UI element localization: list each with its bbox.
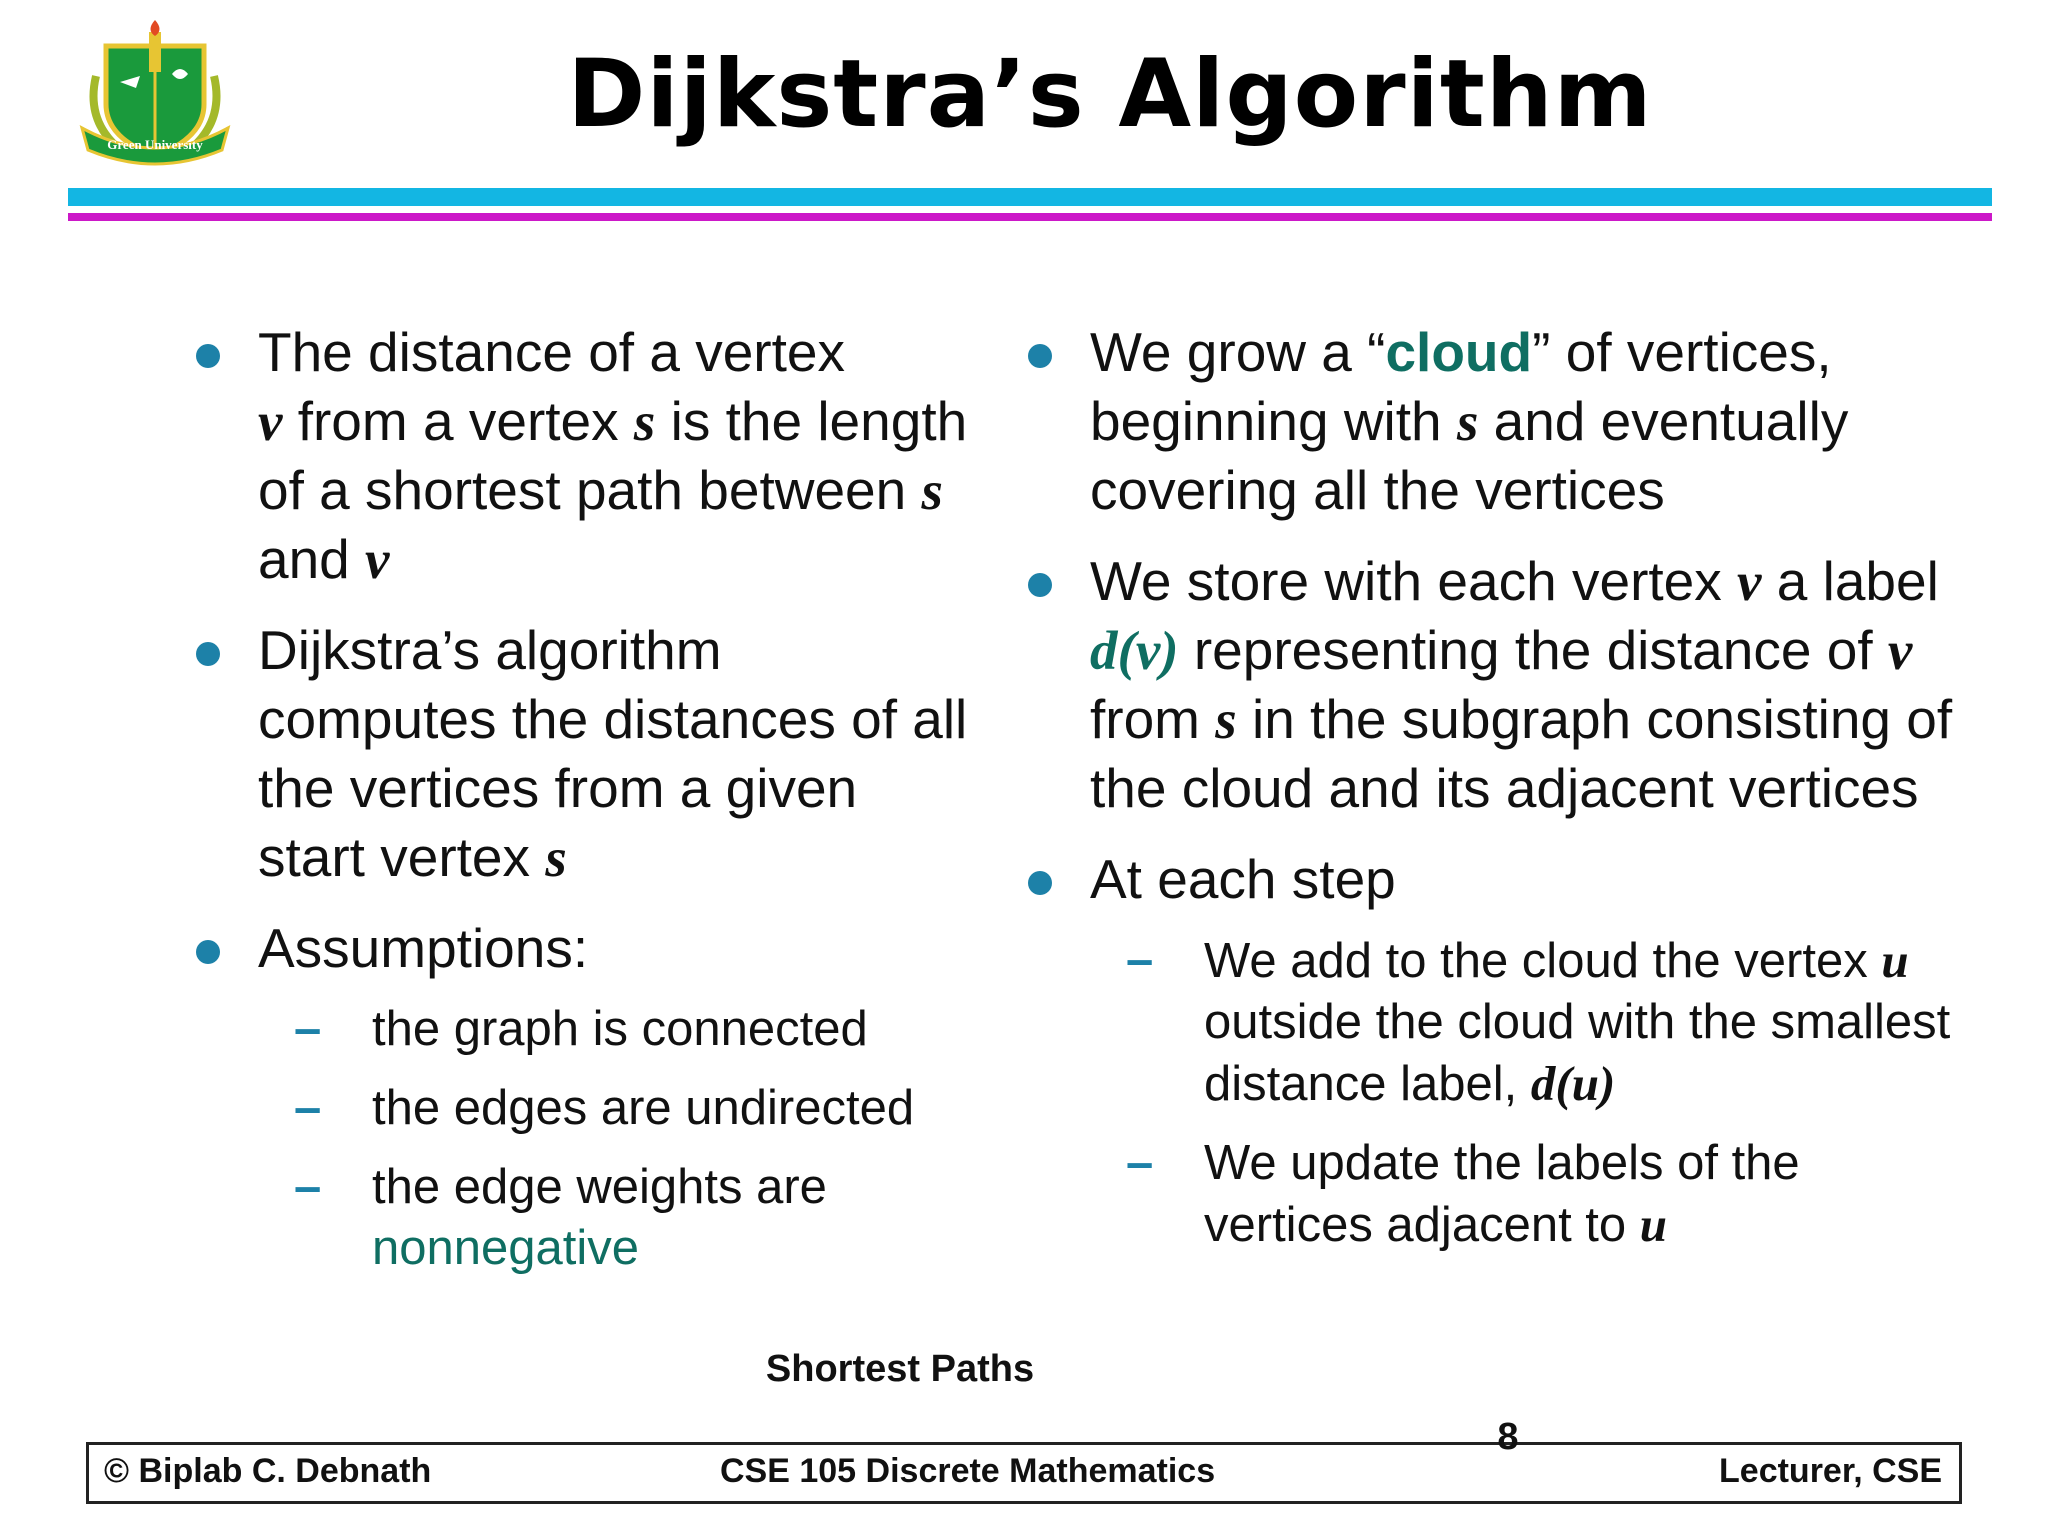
footer-role: Lecturer, CSE — [1719, 1452, 1942, 1490]
bullet-dot — [1028, 344, 1052, 368]
university-logo — [76, 18, 234, 170]
bullet-dot — [196, 940, 220, 964]
step-update-labels: – We update the labels of the vertices adjacent to u — [1126, 1136, 1800, 1252]
bullet-store-label: We store with each vertex v a label d(v) representing the distance of v from s in the subgraph consisting of the cloud and its adjacent vertices — [1022, 547, 1982, 823]
step-add-vertex: – We add to the cloud the vertex u outside the cloud with the smallest distance label, d(u) — [1126, 933, 1951, 1111]
bullet-distance-definition: The distance of a vertex v from a vertex s is the length of a shortest path between s and v — [190, 318, 970, 594]
footer-course: CSE 105 Discrete Mathematics — [720, 1452, 1216, 1490]
bullet-algorithm-purpose: Dijkstra’s algorithm computes the distances of all the vertices from a given start vertex s — [190, 616, 970, 892]
right-column — [1022, 318, 1982, 1274]
title-rule-magenta — [68, 213, 1992, 221]
assumption-nonnegative: – the edge weights are nonnegative — [294, 1160, 827, 1275]
bullet-each-step: At each step — [1022, 845, 1982, 914]
bullet-dot — [1028, 573, 1052, 597]
bullet-dot — [196, 642, 220, 666]
slide-title: Dijkstra’s Algorithm — [567, 40, 1653, 149]
footer-author: © Biplab C. Debnath — [104, 1452, 432, 1490]
bullet-dot — [196, 344, 220, 368]
page-number: 8 — [1497, 1416, 1519, 1458]
assumption-undirected: – the edges are undirected — [294, 1081, 915, 1135]
section-subtitle: Shortest Paths — [765, 1348, 1035, 1390]
assumption-connected: – the graph is connected — [294, 1002, 868, 1056]
title-rule-blue — [68, 188, 1992, 206]
svg-text:Green University: Green University — [107, 137, 203, 152]
bullet-grow-cloud: We grow a “cloud” of vertices, beginning with s and eventually covering all the vertices — [1022, 318, 1982, 525]
left-column — [190, 318, 970, 1297]
bullet-assumptions: Assumptions: — [190, 914, 970, 983]
bullet-dot — [1028, 871, 1052, 895]
